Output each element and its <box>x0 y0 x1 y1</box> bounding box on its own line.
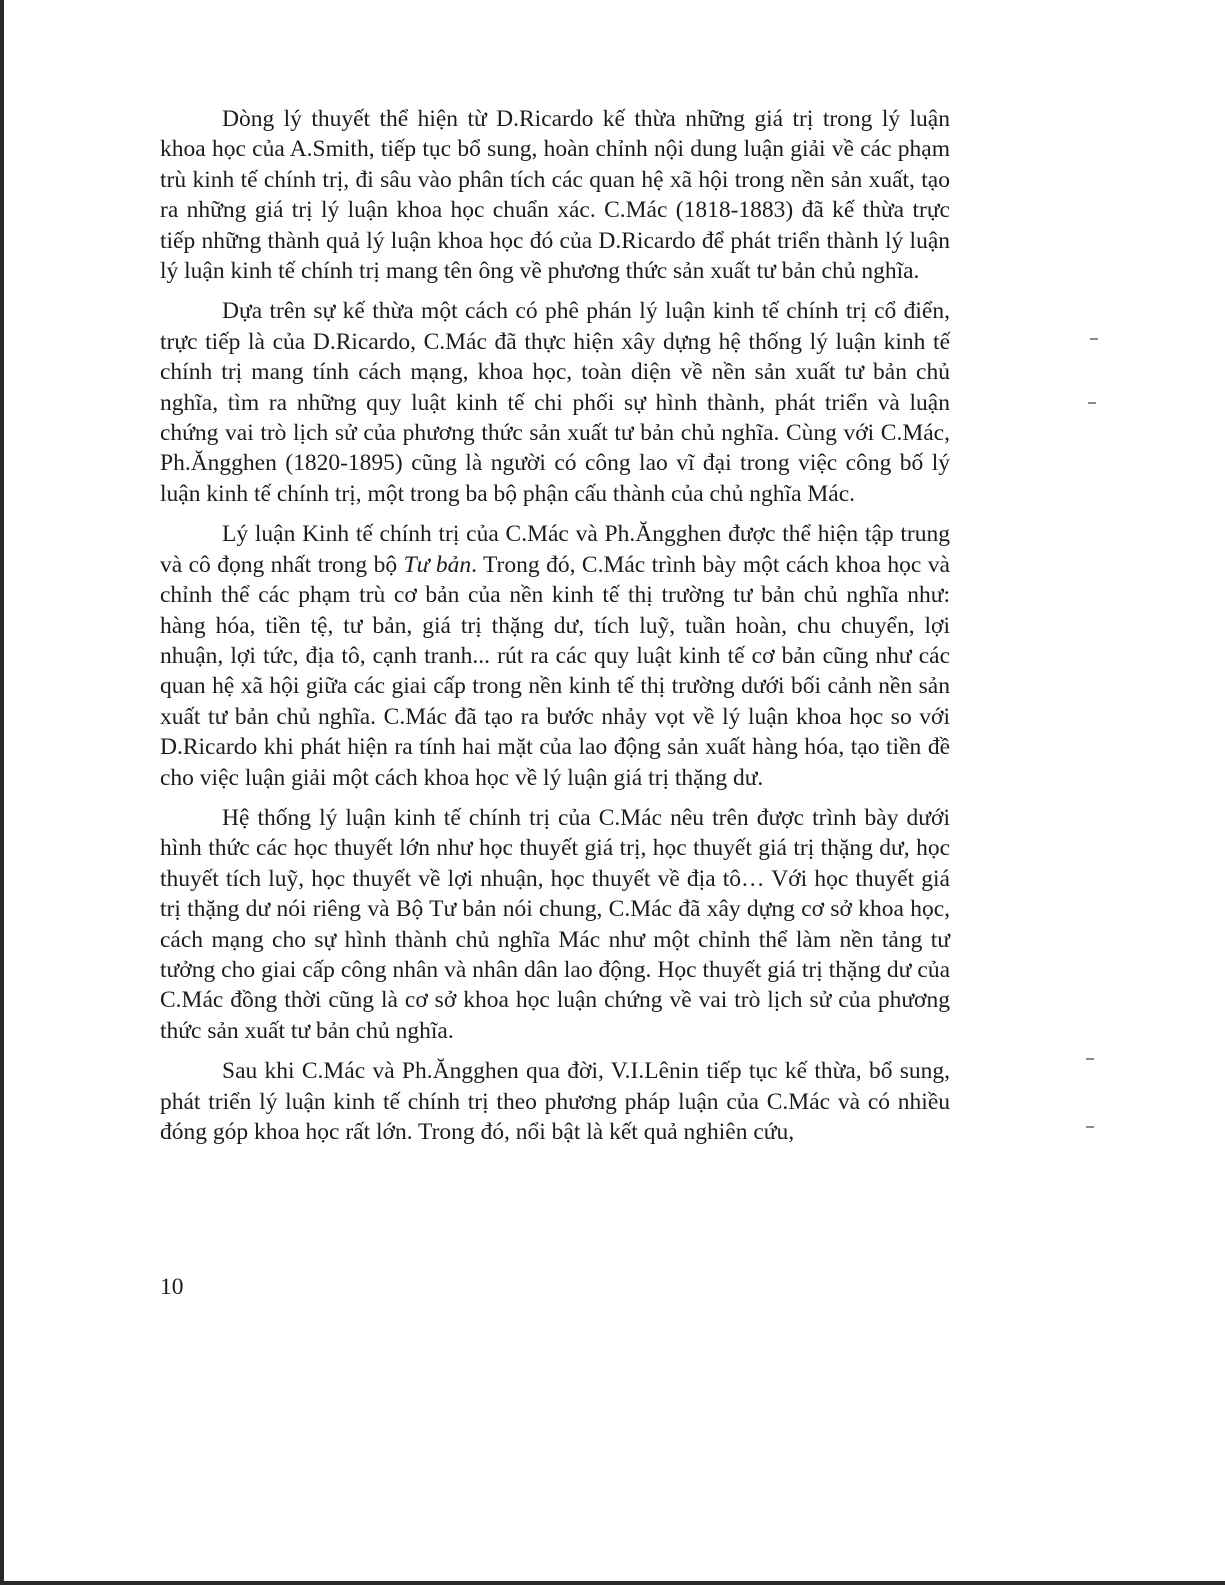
page-body <box>160 104 950 1157</box>
scan-bottom-border <box>0 1581 1225 1585</box>
paragraph-lenin: Sau khi C.Mác và Ph.Ăngghen qua đời, V.I.Lênin tiếp tục kế thừa, bổ sung, phát triển lý luận kinh tế chính trị theo phương pháp luận của C.Mác và có nhiều đóng góp khoa học rất lớn. Trong đó, nổi bật là kết quả nghiên cứu, <box>160 1058 950 1145</box>
book-title-italic: Tư bản <box>403 551 472 578</box>
paragraph-ricardo-legacy: Dòng lý thuyết thể hiện từ D.Ricardo kế thừa những giá trị trong lý luận khoa học của A.Smith, tiếp tục bổ sung, hoàn chỉnh nội dung luận giải về các phạm trù kinh tế chính trị, đi sâu vào phân tích các quan hệ xã hội trong nền sản xuất, tạo ra những giá trị lý luận khoa học chuẩn xác. C.Mác (1818-1883) đã kế thừa trực tiếp những thành quả lý luận khoa học đó của D.Ricardo để phát triển thành lý luận lý luận kinh tế chính trị mang tên ông về phương thức sản xuất tư bản chủ nghĩa. <box>160 106 950 285</box>
paragraph-text-end: . Trong đó, C.Mác trình bày một cách khoa học và chỉnh thể các phạm trù cơ bản của nền kinh tế thị trường tư bản chủ nghĩa như: hàng hóa, tiền tệ, tư bản, giá trị thặng dư, tích luỹ, tuần hoàn, chu chuyển, lợi nhuận, lợi tức, địa tô, cạnh tranh... rút ra các quy luật kinh tế cơ bản cũng như các quan hệ xã hội giữa các giai cấp trong nền kinh tế thị trường dưới bối cảnh nền sản xuất tư bản chủ nghĩa. C.Mác đã tạo ra bước nhảy vọt về lý luận khoa học so với D.Ricardo khi phát hiện ra tính hai mặt của lao động sản xuất hàng hóa, tạo tiền đề cho việc luận giải một cách khoa học về lý luận giá trị thặng dư. <box>160 551 950 791</box>
bleed-through-mark <box>1090 338 1098 340</box>
bleed-through-mark <box>1086 1126 1094 1128</box>
page-number: 10 <box>160 1274 184 1300</box>
bleed-through-mark <box>1088 402 1096 404</box>
bleed-through-mark <box>1086 1058 1094 1060</box>
paragraph-text-start: Lý luận Kinh tế chính trị của C.Mác và Ph.Ăngghen được thể hiện tập trung và cô đọng nhất trong bộ <box>160 521 950 578</box>
paragraph-marx-critique: Dựa trên sự kế thừa một cách có phê phán lý luận kinh tế chính trị cổ điển, trực tiếp là của D.Ricardo, C.Mác đã thực hiện xây dựng hệ thống lý luận kinh tế chính trị mang tính cách mạng, khoa học, toàn diện về nền sản xuất tư bản chủ nghĩa, tìm ra những quy luật kinh tế chi phối sự hình thành, phát triển và luận chứng vai trò lịch sử của phương thức sản xuất tư bản chủ nghĩa. Cùng với C.Mác, Ph.Ăngghen (1820-1895) cũng là người có công lao vĩ đại trong việc công bố lý luận kinh tế chính trị, một trong ba bộ phận cấu thành của chủ nghĩa Mác. <box>160 298 950 507</box>
scan-left-border <box>0 0 4 1585</box>
paragraph-das-kapital <box>160 519 950 793</box>
paragraph-theory-system: Hệ thống lý luận kinh tế chính trị của C.Mác nêu trên được trình bày dưới hình thức các học thuyết lớn như học thuyết giá trị, học thuyết giá trị thặng dư, học thuyết tích luỹ, học thuyết về lợi nhuận, học thuyết về địa tô… Với học thuyết giá trị thặng dư nói riêng và Bộ Tư bản nói chung, C.Mác đã xây dựng cơ sở khoa học, cách mạng cho sự hình thành chủ nghĩa Mác như một chỉnh thể làm nền tảng tư tưởng cho giai cấp công nhân và nhân dân lao động. Học thuyết giá trị thặng dư của C.Mác đồng thời cũng là cơ sở khoa học luận chứng về vai trò lịch sử của phương thức sản xuất tư bản chủ nghĩa. <box>160 804 950 1044</box>
